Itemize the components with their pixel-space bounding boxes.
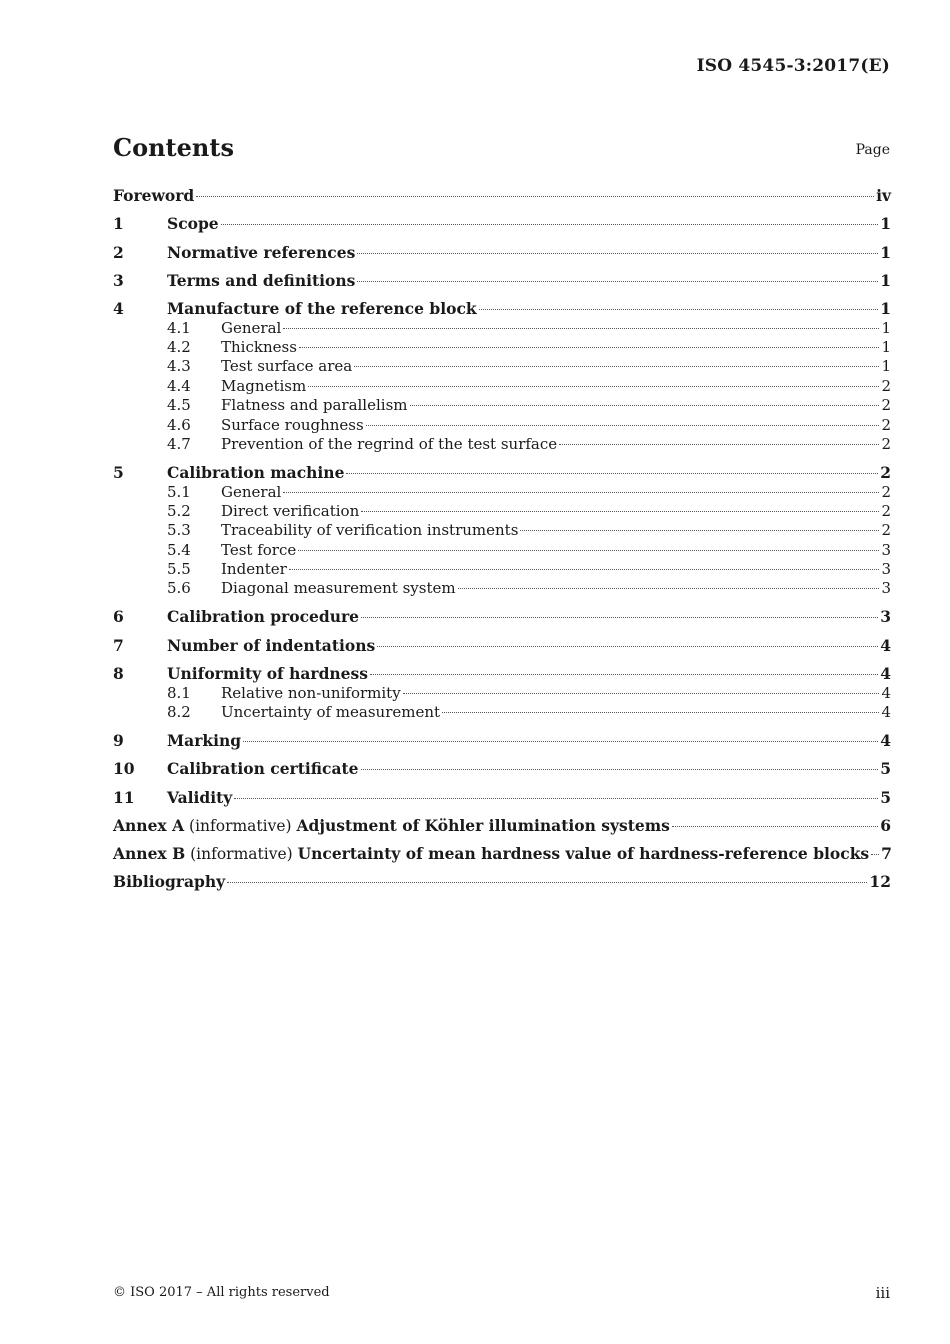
toc-title: Terms and definitions (167, 270, 356, 290)
toc-title: Calibration certificate (167, 759, 359, 779)
toc-title: Number of indentations (167, 635, 376, 655)
toc-number: 1 (113, 214, 124, 234)
toc-title: Marking (167, 730, 242, 750)
toc-entry-5-6[interactable] (113, 579, 891, 607)
toc-entry-10[interactable] (113, 759, 891, 787)
toc-entry-9[interactable] (113, 731, 891, 759)
dot-leader (196, 196, 874, 197)
toc-title: Traceability of verification instruments (221, 521, 519, 540)
toc-number: 4.4 (167, 376, 191, 395)
dot-leader (403, 693, 880, 694)
toc-title: Manufacture of the reference block (167, 299, 477, 319)
toc-number: 4.1 (167, 318, 191, 337)
toc-title: Magnetism (221, 376, 307, 395)
dot-leader (361, 617, 878, 618)
toc-title: Normative references (167, 242, 356, 262)
toc-number: 5 (113, 463, 124, 483)
document-id: ISO 4545-3:2017(E) (696, 56, 890, 76)
toc-entry-11[interactable] (113, 788, 891, 816)
dot-leader (308, 386, 879, 387)
toc-number: 5.2 (167, 501, 191, 520)
dot-leader (559, 444, 879, 445)
toc-number: 10 (113, 759, 135, 779)
toc-entry-5-3[interactable] (113, 521, 891, 540)
toc-title: Diagonal measurement system (221, 579, 456, 598)
dot-leader (366, 425, 880, 426)
dot-leader (227, 882, 867, 883)
toc-entry-4-4[interactable] (113, 377, 891, 396)
toc-title: Calibration procedure (167, 607, 360, 627)
toc-page: 3 (881, 579, 891, 598)
toc-entry-foreword[interactable] (113, 186, 891, 214)
toc-title: Direct verification (221, 501, 360, 520)
toc-title: Uniformity of hardness (167, 664, 369, 684)
toc-number: 4 (113, 299, 124, 319)
toc-title: Bibliography (113, 872, 226, 892)
toc-entry-annex-a[interactable] (113, 816, 891, 844)
toc-number: 4.5 (167, 396, 191, 415)
toc-page: 12 (869, 872, 891, 892)
toc-page: 4 (880, 664, 891, 684)
toc-number: 2 (113, 242, 124, 262)
toc-title: Uncertainty of measurement (221, 702, 441, 721)
toc-entry-5-2[interactable] (113, 502, 891, 521)
toc-number: 6 (113, 607, 124, 627)
toc-title: Calibration machine (167, 463, 345, 483)
toc-number: 8.2 (167, 702, 191, 721)
dot-leader (377, 646, 878, 647)
page-column-label: Page (855, 142, 890, 158)
table-of-contents (113, 186, 891, 901)
toc-number: 9 (113, 730, 124, 750)
toc-title: Flatness and parallelism (221, 396, 408, 415)
toc-page: 1 (880, 214, 891, 234)
toc-entry-4-3[interactable] (113, 357, 891, 376)
toc-page: 4 (881, 702, 891, 721)
toc-entry-5-4[interactable] (113, 541, 891, 560)
dot-leader (361, 769, 879, 770)
toc-number: 3 (113, 270, 124, 290)
toc-title: Adjustment of Köhler illumination systems (296, 815, 670, 835)
dot-leader (354, 366, 879, 367)
dot-leader (479, 309, 879, 310)
toc-page: 4 (880, 635, 891, 655)
dot-leader (672, 826, 878, 827)
toc-number: 4.6 (167, 415, 191, 434)
dot-leader (458, 588, 880, 589)
toc-entry-8[interactable] (113, 664, 891, 684)
annex-label: Annex B (113, 844, 186, 864)
toc-page: 7 (881, 844, 892, 864)
toc-entry-annex-b[interactable] (113, 844, 891, 872)
toc-number: 8 (113, 664, 124, 684)
dot-leader (283, 328, 879, 329)
toc-number: 5.6 (167, 579, 191, 598)
annex-type: (informative) (185, 845, 298, 864)
toc-title: Scope (167, 214, 219, 234)
toc-number: 8.1 (167, 683, 191, 702)
dot-leader (520, 530, 879, 531)
toc-title: Test surface area (221, 357, 353, 376)
toc-page: 1 (880, 242, 891, 262)
toc-entry-7[interactable] (113, 636, 891, 664)
toc-page: iv (876, 186, 891, 205)
dot-leader (234, 798, 878, 799)
toc-page: 3 (881, 560, 891, 579)
toc-page: 2 (881, 376, 891, 395)
toc-title: General (221, 482, 282, 501)
toc-page: 5 (880, 759, 891, 779)
toc-entry-4-6[interactable] (113, 416, 891, 435)
toc-entry-5-1[interactable] (113, 483, 891, 502)
toc-number: 7 (113, 635, 124, 655)
toc-title: Uncertainty of mean hardness value of hardness-reference blocks (297, 844, 870, 864)
toc-number: 4.7 (167, 435, 191, 454)
toc-page: 1 (880, 299, 891, 319)
dot-leader (357, 281, 878, 282)
toc-page: 2 (881, 482, 891, 501)
toc-number: 11 (113, 787, 135, 807)
toc-number: 4.2 (167, 338, 191, 357)
toc-number: 5.5 (167, 560, 191, 579)
toc-page: 2 (881, 501, 891, 520)
toc-page: 3 (881, 540, 891, 559)
toc-page: 5 (880, 787, 891, 807)
toc-page: 1 (880, 270, 891, 290)
toc-title: Thickness (221, 338, 297, 357)
toc-entry-6[interactable] (113, 607, 891, 635)
toc-page: 2 (881, 415, 891, 434)
toc-entry-5[interactable] (113, 463, 891, 483)
dot-leader (361, 511, 879, 512)
toc-entry-bibliography[interactable] (113, 872, 891, 900)
toc-page: 1 (881, 357, 891, 376)
dot-leader (283, 492, 879, 493)
dot-leader (410, 405, 880, 406)
toc-page: 4 (880, 730, 891, 750)
toc-entry-8-1[interactable] (113, 684, 891, 703)
toc-number: 5.3 (167, 521, 191, 540)
page-number: iii (875, 1284, 890, 1302)
toc-entry-4[interactable] (113, 299, 891, 319)
annex-label: Annex A (113, 815, 185, 835)
dot-leader (298, 550, 879, 551)
toc-title: Indenter (221, 560, 287, 579)
toc-page: 2 (881, 435, 891, 454)
toc-title: Validity (167, 787, 233, 807)
dot-leader (370, 674, 878, 675)
toc-entry-4-2[interactable] (113, 338, 891, 357)
dot-leader (299, 347, 880, 348)
toc-number: 5.1 (167, 482, 191, 501)
toc-page: 2 (880, 463, 891, 483)
toc-title: Foreword (113, 186, 195, 205)
dot-leader (221, 224, 879, 225)
toc-page: 6 (880, 815, 891, 835)
dot-leader (871, 854, 879, 855)
annex-type: (informative) (184, 816, 297, 835)
toc-page: 2 (881, 521, 891, 540)
toc-entry-5-5[interactable] (113, 560, 891, 579)
toc-page: 1 (881, 338, 891, 357)
toc-page: 1 (881, 318, 891, 337)
toc-entry-2[interactable] (113, 243, 891, 271)
dot-leader (357, 253, 878, 254)
toc-page: 3 (880, 607, 891, 627)
toc-title: Test force (221, 540, 297, 559)
toc-title: Relative non-uniformity (221, 683, 401, 702)
dot-leader (289, 569, 880, 570)
toc-entry-4-1[interactable] (113, 319, 891, 338)
dot-leader (442, 712, 879, 713)
toc-entry-4-5[interactable] (113, 396, 891, 415)
copyright-notice: © ISO 2017 – All rights reserved (113, 1285, 330, 1300)
dot-leader (243, 741, 878, 742)
toc-number: 5.4 (167, 540, 191, 559)
toc-entry-8-2[interactable] (113, 703, 891, 731)
toc-page: 4 (881, 683, 891, 702)
toc-title: Surface roughness (221, 415, 364, 434)
contents-title: Contents (113, 133, 234, 162)
dot-leader (346, 473, 878, 474)
toc-title: General (221, 318, 282, 337)
toc-entry-1[interactable] (113, 214, 891, 242)
toc-number: 4.3 (167, 357, 191, 376)
toc-entry-4-7[interactable] (113, 435, 891, 463)
toc-entry-3[interactable] (113, 271, 891, 299)
toc-page: 2 (881, 396, 891, 415)
toc-title: Prevention of the regrind of the test surface (221, 435, 558, 454)
